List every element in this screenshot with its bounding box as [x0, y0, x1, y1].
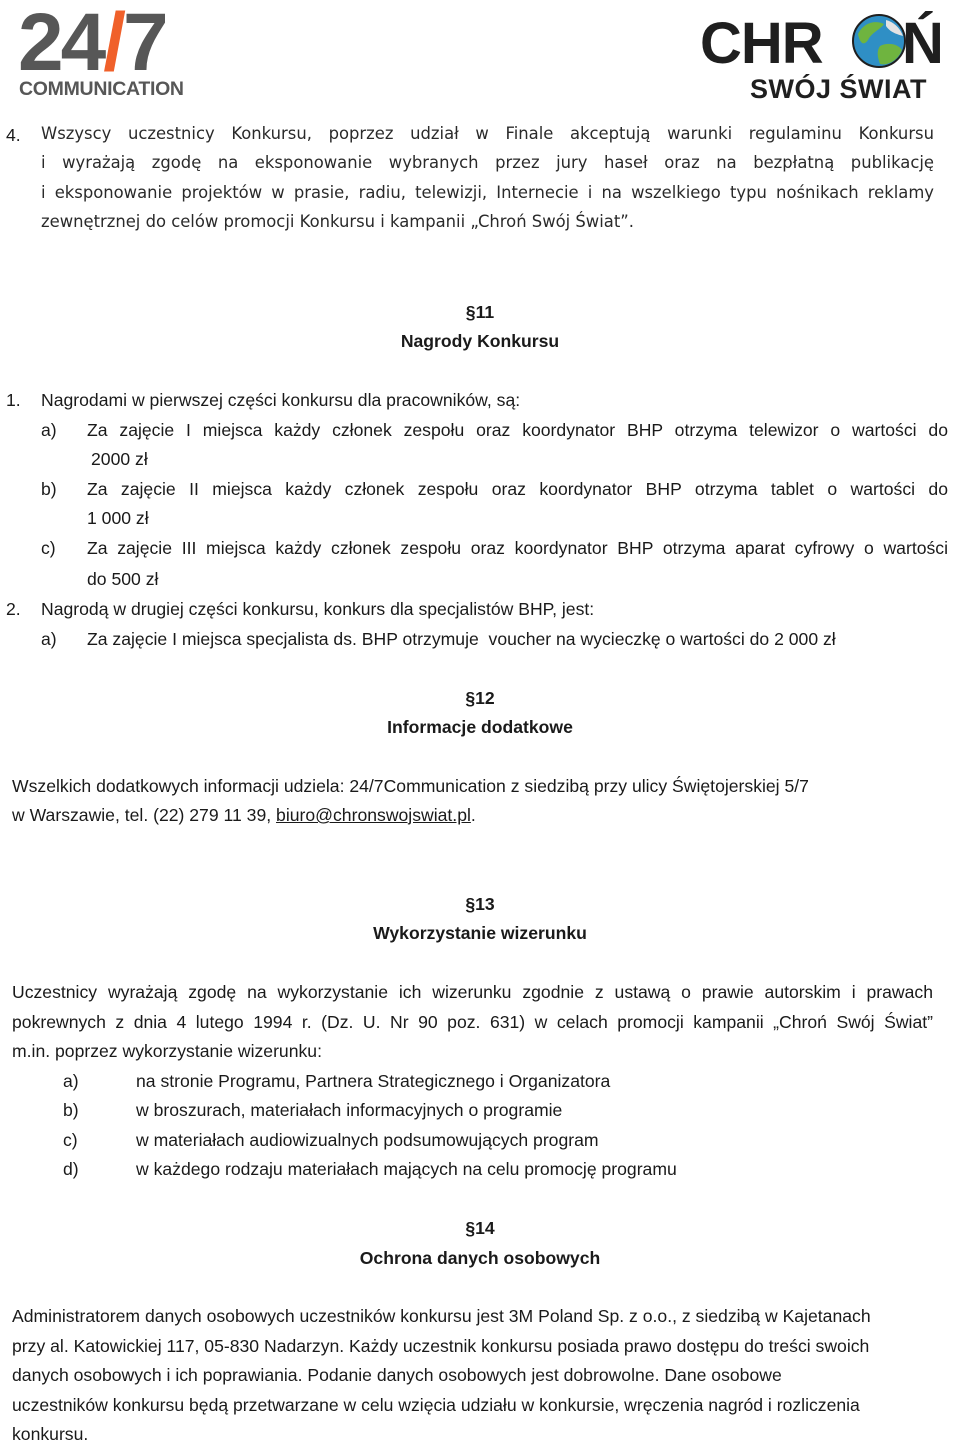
section-13-title: Wykorzystanie wizerunku: [373, 923, 587, 943]
intro-item-number: 4.: [6, 125, 21, 145]
intro-item-line: i eksponowanie projektów w prasie, radiu, telewizji, Internecie i na wszelkiego typu nośnikach reklamy: [41, 183, 934, 202]
usage-c-text: w materiałach audiowizualnych podsumowujących program: [136, 1130, 599, 1150]
globe-icon: [850, 12, 908, 70]
usage-c-letter: c): [63, 1130, 78, 1150]
data-protection-line: Administratorem danych osobowych uczestników konkursu jest 3M Poland Sp. z o.o., z siedzibą w Kajetanach: [12, 1306, 871, 1326]
intro-item-line: zewnętrznej do celów promocji Konkursu i kampanii „Chroń Swój Świat”.: [41, 212, 634, 231]
prize-c-line1: Za zajęcie III miejsca każdy członek zespołu oraz koordynator BHP otrzyma aparat cyfrowy o wartości: [87, 538, 948, 558]
prize-c-letter: c): [41, 538, 56, 558]
section-13-symbol: §13: [465, 894, 495, 914]
prize-2a-letter: a): [41, 629, 57, 649]
section-12-title: Informacje dodatkowe: [387, 717, 573, 737]
prize-a-letter: a): [41, 420, 57, 440]
data-protection-line: danych osobowych i ich poprawiania. Podanie danych osobowych jest dobrowolne. Dane osobowe: [12, 1365, 782, 1385]
usage-a-text: na stronie Programu, Partnera Strategicznego i Organizatora: [136, 1071, 611, 1091]
contact-line-2-prefix: w Warszawie, tel. (22) 279 11 39,: [12, 805, 277, 825]
usage-d-letter: d): [63, 1159, 79, 1179]
prize-b-letter: b): [41, 479, 57, 499]
prize-item-1-number: 1.: [6, 390, 21, 410]
prize-a-line1: Za zajęcie I miejsca każdy członek zespołu oraz koordynator BHP otrzyma telewizor o wartości do: [87, 420, 948, 440]
image-consent-line: m.in. poprzez wykorzystanie wizerunku:: [12, 1041, 322, 1061]
logo-24-7-subtitle: COMMUNICATION: [19, 78, 184, 100]
section-14-title: Ochrona danych osobowych: [359, 1248, 601, 1268]
usage-d-text: w każdego rodzaju materiałach mających na celu promocję programu: [136, 1159, 677, 1179]
section-11-title: Nagrody Konkursu: [400, 331, 560, 351]
intro-item-line: i wyrażają zgodę na eksponowanie wybranych przez jury haseł oraz na bezpłatną publikację: [41, 153, 934, 172]
image-consent-line: Uczestnicy wyrażają zgodę na wykorzystanie ich wizerunku zgodnie z ustawą o prawie autorskim i prawach: [12, 982, 933, 1002]
logo-chron-subtitle: SWÓJ ŚWIAT: [750, 74, 927, 104]
prize-b-line1: Za zajęcie II miejsca każdy członek zespołu oraz koordynator BHP otrzyma tablet o wartości do: [87, 479, 948, 499]
usage-a-letter: a): [63, 1071, 79, 1091]
data-protection-line: przy al. Katowickiej 117, 05-830 Nadarzyn. Każdy uczestnik konkursu posiada prawo dostępu do treści swoich: [12, 1336, 870, 1356]
prize-b-line2: 1 000 zł: [87, 508, 149, 528]
logo-24-7-communication: [18, 0, 203, 100]
logo-chron-word-end: Ń: [902, 11, 944, 76]
intro-item-line: Wszyscy uczestnicy Konkursu, poprzez udział w Finale akceptują warunki regulaminu Konkursu: [41, 124, 934, 143]
email-link[interactable]: biuro@chronswojswiat.pl: [276, 805, 471, 825]
section-12-symbol: §12: [465, 688, 495, 708]
data-protection-line: konkursu.: [12, 1424, 89, 1444]
prize-2a-line1: Za zajęcie I miejsca specjalista ds. BHP otrzymuje voucher na wycieczkę o wartości do 2 000 zł: [87, 629, 836, 649]
logo-24-7-mark: 24/7: [18, 0, 166, 88]
prize-item-2-number: 2.: [6, 599, 21, 619]
usage-b-letter: b): [63, 1100, 79, 1120]
section-14-symbol: §14: [465, 1218, 495, 1238]
prize-item-1-text: Nagrodami w pierwszej części konkursu dla pracowników, są:: [41, 390, 521, 410]
logo-chron-word-start: CHR: [700, 11, 823, 76]
contact-line-2: [12, 804, 476, 826]
prize-c-line2: do 500 zł: [87, 569, 159, 589]
data-protection-line: uczestników konkursu będą przetwarzane w celu wzięcia udziału w konkursie, wręczenia nagród i rozliczenia: [12, 1395, 860, 1415]
prize-item-2-text: Nagrodą w drugiej części konkursu, konkurs dla specjalistów BHP, jest:: [41, 599, 595, 619]
contact-line-2-suffix: .: [470, 805, 476, 825]
image-consent-line: pokrewnych z dnia 4 lutego 1994 r. (Dz. U. Nr 90 poz. 631) w celach promocji kampanii „Chroń Swój Świat”: [12, 1012, 933, 1032]
usage-b-text: w broszurach, materiałach informacyjnych o programie: [136, 1100, 563, 1120]
section-11-symbol: §11: [465, 302, 495, 322]
prize-a-line2: 2000 zł: [91, 449, 148, 469]
logo-chron-swoj-swiat: [700, 6, 960, 106]
contact-line-1: Wszelkich dodatkowych informacji udziela: 24/7Communication z siedzibą przy ulicy Świętojerskiej 5/7: [12, 776, 809, 796]
